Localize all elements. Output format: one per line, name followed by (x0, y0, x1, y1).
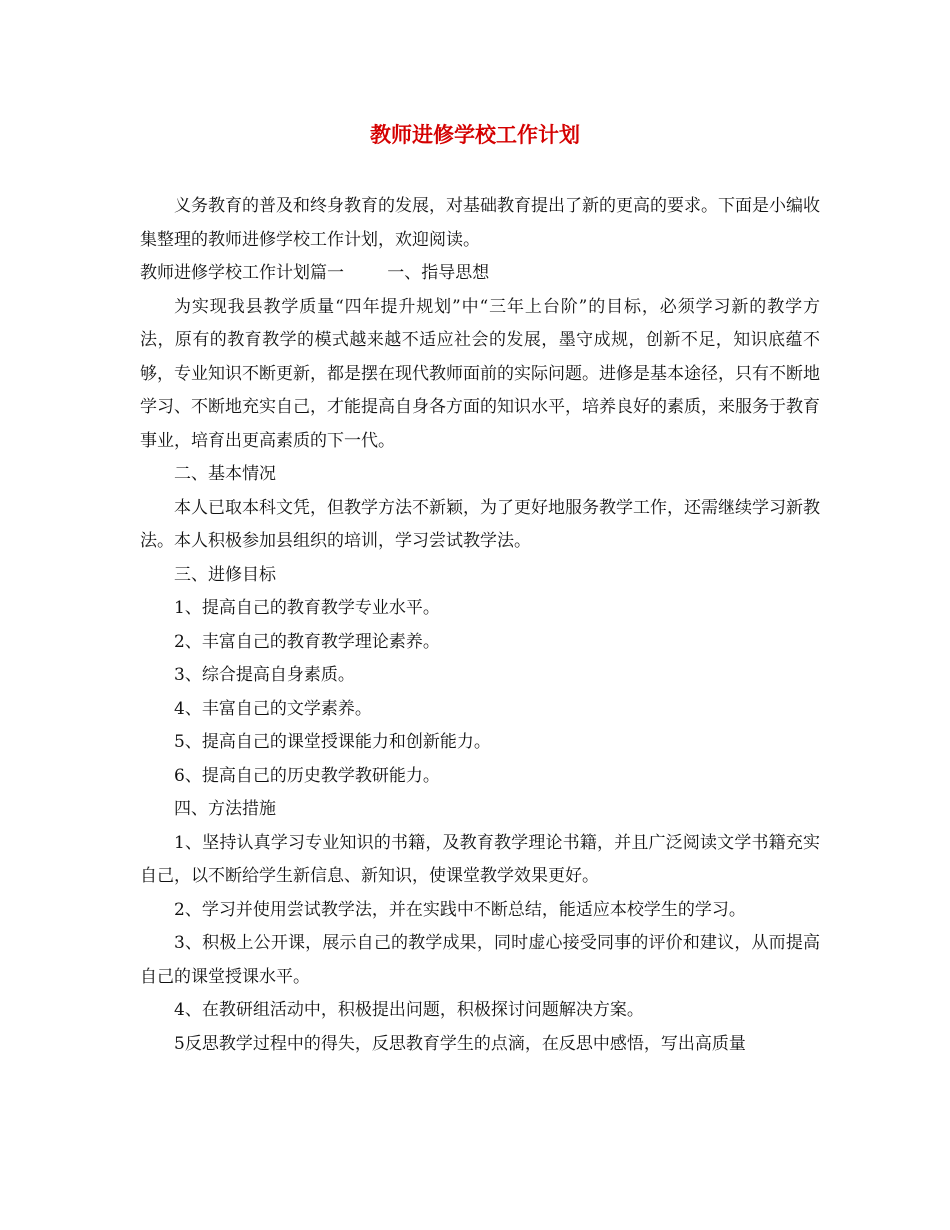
document-body (140, 190, 820, 1061)
measure-item: 2、学习并使用尝试教学法，并在实践中不断总结，能适应本校学生的学习。 (174, 899, 746, 920)
heading-methods: 四、方法措施 (174, 799, 276, 819)
measure-item: 5反思教学过程中的得失，反思教育学生的点滴，在反思中感悟，写出高质量 (174, 1033, 746, 1054)
goal-item: 5、提高自己的课堂授课能力和创新能力。 (174, 732, 491, 752)
heading-study-goals: 三、进修目标 (174, 564, 276, 585)
basic-situation-paragraph: 本人已取本科文凭，但教学方法不新颖，为了更好地服务教学工作，还需继续学习新教法。本人积极参加县组织的培训，学习尝试教学法。 (140, 497, 820, 551)
heading-basic-situation: 二、基本情况 (174, 464, 276, 484)
goal-item: 3、综合提高自身素质。 (174, 665, 355, 685)
measure-item: 1、坚持认真学习专业知识的书籍，及教育教学理论书籍，并且广泛阅读文学书籍充实自己，以不断给学生新信息、新知识，使课堂教学效果更好。 (140, 832, 820, 886)
goal-item: 6、提高自己的历史教学教研能力。 (174, 765, 440, 786)
guiding-idea-paragraph: 为实现我县教学质量“四年提升规划”中“三年上台阶”的目标，必须学习新的教学方法，原有的教育教学的模式越来越不适应社会的发展，墨守成规，创新不足，知识底蕴不够，专业知识不断更新，都是摆在现代教师面前的实际问题。进修是基本途径，只有不断地学习、不断地充实自己，才能提高自身各方面的知识水平，培养良好的素质，来服务于教育事业，培育出更高素质的下一代。 (140, 296, 820, 451)
measure-item: 3、积极上公开课，展示自己的教学成果，同时虚心接受同事的评价和建议，从而提高自己的课堂授课水平。 (140, 933, 820, 987)
goal-item: 4、丰富自己的文学素养。 (174, 698, 372, 719)
section-label: 教师进修学校工作计划篇一 (140, 263, 344, 283)
document-title: 教师进修学校工作计划 (370, 122, 580, 147)
measure-item: 4、在教研组活动中，积极提出问题，积极探讨问题解决方案。 (174, 1000, 644, 1020)
intro-paragraph: 义务教育的普及和终身教育的发展，对基础教育提出了新的更高的要求。下面是小编收集整理的教师进修学校工作计划，欢迎阅读。 (140, 196, 820, 250)
goal-item: 1、提高自己的教育教学专业水平。 (174, 598, 440, 618)
goal-item: 2、丰富自己的教育教学理论素养。 (174, 631, 440, 652)
section-heading-line (140, 257, 820, 291)
heading-guiding-idea: 一、指导思想 (387, 263, 490, 283)
